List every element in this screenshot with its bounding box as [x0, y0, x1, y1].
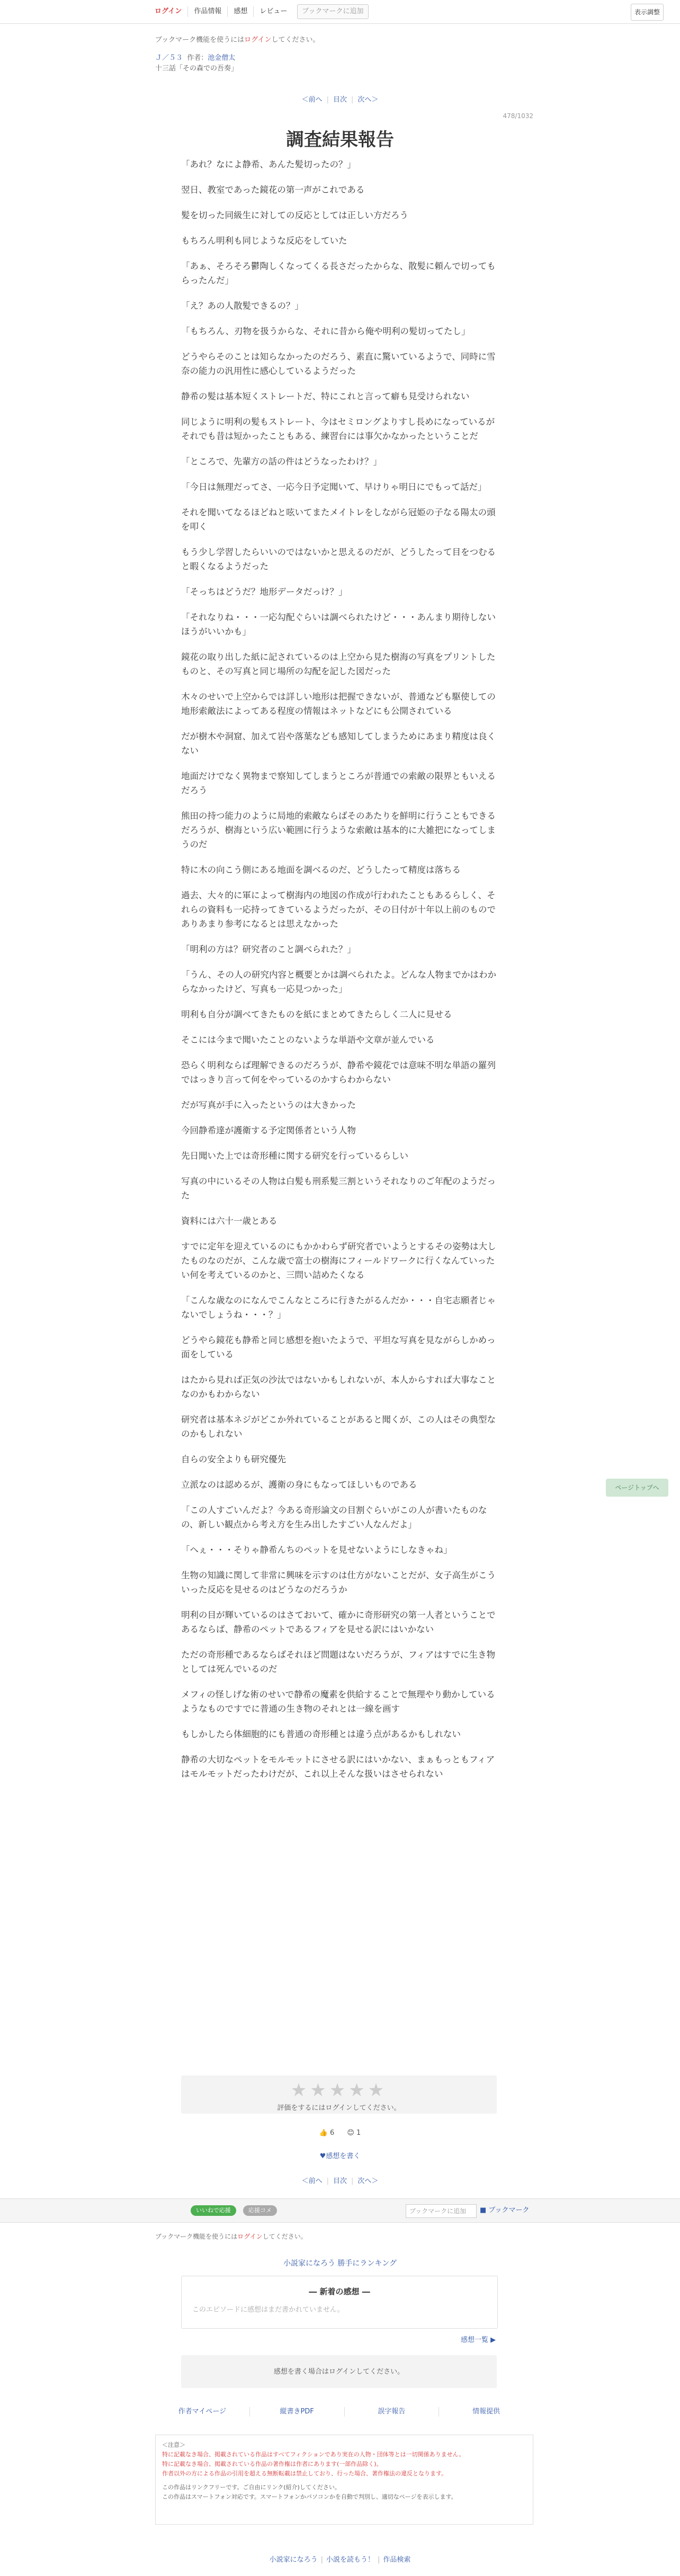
rating-message: 評価をするにはログインしてください。 — [277, 2104, 401, 2112]
next-link[interactable]: 次へ＞ — [357, 96, 379, 104]
chapter-title: 十三話「その森での吾奏」 — [155, 65, 238, 73]
body-paragraph: 「そっちはどうだ？地形データだっけ？」 — [181, 587, 347, 597]
ranking-link[interactable]: 小説家になろう 勝手にランキング — [283, 2259, 397, 2268]
top-bar — [0, 0, 680, 24]
footer-link-search[interactable]: 作品検索 — [383, 2556, 411, 2564]
review-link[interactable]: レビュー — [260, 7, 288, 15]
bookmark-notice-bottom: ブックマーク機能を使うにはログインしてください。 — [155, 2233, 307, 2240]
notice-login-link-bottom[interactable]: ログイン — [237, 2233, 263, 2240]
footer-links — [155, 2407, 533, 2417]
body-paragraph: 「うん、その人の研究内容と概要とかは調べられたよ。どんな人物までかはわからなかったけど、写真も一応見つかった」 — [181, 970, 496, 994]
write-impression-link[interactable]: ♥感想を書く — [319, 2152, 361, 2160]
body-paragraph: 髪を切った同級生に対しての反応としては正しい方だろう — [181, 210, 408, 220]
caution-title: ＜注意＞ — [162, 2441, 185, 2448]
caution-note: この作品はスマートフォン対応です。スマートフォンかパソコンかを自動で判別し、適切なページを表示します。 — [162, 2493, 457, 2500]
bookmark-add-input[interactable]: ブックマークに追加 — [406, 2204, 477, 2218]
typo-report-link[interactable]: 誤字報告 — [345, 2407, 440, 2417]
body-paragraph: 「それなりね・・・一応勾配ぐらいは調べられたけど・・・あんまり期待しないほうがいいかも」 — [181, 612, 496, 637]
body-paragraph: もう少し学習したらいいのではないかと思えるのだが、どうしたって目をつむると暇くなるようだった — [181, 547, 496, 571]
works-info-link[interactable]: 作品情報 — [188, 6, 228, 17]
display-adjust-button[interactable]: 表示調整 — [631, 4, 664, 21]
prev-link-bottom[interactable]: ＜前へ — [301, 2177, 323, 2185]
body-paragraph: だが写真が手に入ったというのは大きかった — [181, 1100, 356, 1110]
body-paragraph: 静希の髪は基本短くストレートだ、特にこれと言って癖も見受けられない — [181, 391, 470, 401]
pager-bottom: ＜前へ | 目次 | 次へ＞ — [0, 2175, 680, 2185]
body-paragraph: 「あれ？なによ静希、あんた髪切ったの？」 — [181, 159, 356, 169]
smile-reaction[interactable]: 😊 1 — [347, 2129, 361, 2137]
body-paragraph: 明利も自分が調べてきたものを紙にまとめてきたらしく二人に見せる — [181, 1009, 452, 1019]
body-paragraph: 自らの安全よりも研究優先 — [181, 1454, 286, 1464]
all-impressions-link[interactable]: 感想一覧 ▶ — [461, 2336, 496, 2344]
caution-line: 特に記載なき場合、掲載されている作品はすべてフィクションであり実在の人物・団体等とは一切関係ありません。 — [162, 2451, 465, 2458]
body-paragraph: 明利の目が輝いているのはさておいて、確かに奇形研究の第一人者ということであるならば、静希のペットであるフィアを見せる訳にはいかない — [181, 1610, 496, 1634]
author-link[interactable]: 池金僧太 — [208, 54, 236, 62]
action-strip — [0, 2199, 680, 2222]
body-paragraph: 同じように明利の髪もストレート、今はセミロングよりすし長めになっているがそれでも昔は短かったこともある、練習台には事欠かなかったということだ — [181, 417, 495, 441]
new-impressions-box — [181, 2276, 498, 2329]
body-paragraph: 資料には六十一歳とある — [181, 1216, 278, 1226]
body-paragraph: 恐らく明利ならば理解できるのだろうが、静希や鏡花では意味不明な単語の羅列ではっきり言って何をやっているのかすらわからない — [181, 1060, 496, 1085]
caution-line: 作者以外の方による作品の引用を超える無断転載は禁止しており、行った場合、著作権法の違反となります。 — [162, 2470, 448, 2477]
page-top-button[interactable]: ページトップへ — [606, 1479, 668, 1497]
body-paragraph: もちろん明利も同じような反応をしていた — [181, 236, 347, 246]
body-paragraph: 「あぁ、そろそろ鬱陶しくなってくる長さだったからな、散髪に頼んで切ってもらったんだ」 — [181, 261, 496, 285]
new-impressions-empty: このエピソードに感想はまだ書かれていません。 — [192, 2306, 344, 2314]
author-mypage-link[interactable]: 作者マイページ — [155, 2407, 250, 2417]
body-paragraph: ただの奇形種であるならばそれほど問題はないだろうが、フィアはすでに生き物としては死んでいるのだ — [181, 1650, 496, 1674]
body-paragraph: それを聞いてなるほどねと呟いてまたメイトレをしながら冠姫の子なる陽太の頭を叩く — [181, 507, 496, 532]
body-paragraph: 地面だけでなく異物まで察知してしまうところが普通での索敵の限界ともいえるだろう — [181, 771, 496, 795]
page-number: 478/1032 — [503, 112, 533, 120]
next-link-bottom[interactable]: 次へ＞ — [357, 2177, 379, 2185]
body-paragraph: 静希の大切なペットをモルモットにさせる訳にはいかない、まぁもっともフィアはモルモットだったわけだが、これ以上そんな扱いはさせられない — [181, 1755, 495, 1779]
pager-top: ＜前へ | 目次 | 次へ＞ — [0, 94, 680, 104]
body-paragraph: 「ところで、先輩方の話の件はどうなったわけ？」 — [181, 457, 382, 467]
login-link[interactable]: ログイン — [149, 6, 188, 17]
body-paragraph: 「今日は無理だってさ、一応今日予定聞いて、早けりゃ明日にでもって話だ」 — [181, 482, 487, 492]
comment-tag[interactable]: 応援コメ — [243, 2205, 277, 2216]
top-nav — [149, 3, 369, 20]
reactions — [0, 2129, 680, 2137]
bookmark-add-button[interactable]: ブックマークに追加 — [297, 4, 368, 19]
body-paragraph: 木々のせいで上空からでは詳しい地形は把握できないが、普通なども駆使しての地形索敵法によってある程度の情報はネットなどにも公開されている — [181, 692, 496, 716]
info-provide-link[interactable]: 情報提供 — [472, 2408, 500, 2416]
toc-link-bottom[interactable]: 目次 — [333, 2177, 347, 2185]
body-paragraph: 研究者は基本ネジがどこか外れていることがあると聞くが、この人はその典型なのかもしれない — [181, 1415, 496, 1439]
series-link[interactable]: Ｊ／５３ — [155, 54, 183, 62]
body-paragraph: 「明利の方は？研究者のこと調べられた？」 — [181, 944, 356, 954]
episode-title: 調査結果報告 — [286, 129, 394, 150]
caution-box — [155, 2435, 533, 2525]
prev-link[interactable]: ＜前へ — [301, 96, 323, 104]
body-paragraph: 立派なのは認めるが、護衛の身にもなってほしいものである — [181, 1480, 417, 1490]
body-paragraph: 「へぇ・・・そりゃ静希んちのペットを見せないようにしなきゃね」 — [181, 1545, 452, 1555]
body-paragraph: だが樹木や洞窟、加えて岩や落葉なども感知してしまうためにあまり精度は良くない — [181, 731, 496, 756]
footer-link-narou[interactable]: 小説家になろう — [269, 2556, 318, 2564]
episode-meta: Ｊ／５３ 作者：池金僧太 十三話「その森での吾奏」 — [155, 53, 238, 74]
caution-line: 特に記載なき場合、掲載されている作品の著作権は作者にあります(一部作品除く)。 — [162, 2461, 382, 2467]
like-tag[interactable]: いいねで応援 — [191, 2205, 236, 2216]
body-paragraph: どうやら鏡花も静希と同じ感想を抱いたようで、平坦な写真を見ながらしかめっ面をしている — [181, 1335, 496, 1359]
body-paragraph: 生物の知識に関して非常に興味を示すのは仕方がないことだが、女子高生がこういった反応を見せるのはどうなのだろうか — [181, 1570, 496, 1595]
vertical-pdf-link[interactable]: 縦書きPDF — [250, 2407, 345, 2417]
body-paragraph: もしかしたら体細胞的にも普通の奇形種とは違う点があるかもしれない — [181, 1729, 461, 1739]
bookmark-link[interactable]: ■ ブックマーク — [480, 2206, 530, 2214]
body-paragraph: どうやらそのことは知らなかったのだろう、素直に驚いているようで、同時に雪奈の能力の汎用性に感心しているようだった — [181, 352, 496, 376]
body-paragraph: そこには今まで聞いたことのないような単語や文章が並んでいる — [181, 1035, 435, 1045]
novel-body — [181, 157, 497, 1792]
body-paragraph: 「え？あの人散髪できるの？」 — [181, 301, 303, 311]
body-paragraph: 写真の中にいるその人物は白髪も刑系髪三割というそれなりのご年配のようだった — [181, 1176, 496, 1201]
body-paragraph: 今回静希達が護衛する予定関係者という人物 — [181, 1125, 356, 1135]
feel-link[interactable]: 感想 — [228, 6, 254, 17]
body-paragraph: 翌日、教室であった鏡花の第一声がこれである — [181, 185, 365, 195]
body-paragraph: 「この人すごいんだよ？今ある奇形論文の目割ぐらいがこの人が書いたものなの、新しい観点から考え方を生み出したすごい人なんだよ」 — [181, 1505, 487, 1529]
body-paragraph: 先日聞いた上では奇形種に関する研究を行っているらしい — [181, 1151, 408, 1161]
body-paragraph: 熊田の持つ能力のように局地的索敵ならばそのあたりを鮮明に行うこともできるだろうが、樹海という広い範囲に行うような索敵は基本的に大雑把になってしまうのだ — [181, 811, 496, 849]
bookmark-notice: ブックマーク機能を使うにはログインしてください。 — [155, 36, 320, 44]
divider — [0, 2222, 680, 2223]
body-paragraph: はたから見れば正気の沙汰ではないかもしれないが、本人からすれば大事なことなのかもわからない — [181, 1375, 496, 1399]
body-paragraph: 「もちろん、刃物を扱うからな、それに昔から俺や明利の髪切ってたし」 — [181, 326, 470, 336]
caution-note: この作品はリンクフリーです。ご自由にリンク(紹介)してください。 — [162, 2484, 341, 2491]
footer-link-yomou[interactable]: 小説を読もう！ — [326, 2556, 374, 2564]
body-paragraph: 特に木の向こう側にある地面を調べるのだ、どうしたって精度は落ちる — [181, 865, 461, 875]
notice-login-link[interactable]: ログイン — [244, 36, 272, 44]
site-footer: 小説家になろう | 小説を読もう！ | 作品検索 — [0, 2554, 680, 2564]
body-paragraph: メフィの怪しげな術のせいで静希の魔素を供給することで無理やり動かしているようなものですでに普通の生き物のそれとは一線を画す — [181, 1689, 495, 1714]
write-notice-box — [181, 2355, 497, 2388]
rating-stars[interactable]: ★★★★★ — [290, 2080, 388, 2101]
write-notice: 感想を書く場合はログインしてください。 — [273, 2368, 405, 2376]
good-reaction[interactable]: 👍 6 — [319, 2129, 335, 2137]
body-paragraph: 鏡花の取り出した紙に記されているのは上空から見た樹海の写真をプリントしたものと、その写真と同じ場所の勾配を記した図だった — [181, 652, 496, 676]
body-paragraph: 過去、大々的に軍によって樹海内の地図の作成が行われたこともあるらしく、それらの資料も一応持ってきているようだったが、その日付が十年以上前のものでありあまり参考になるとは思えなかった — [181, 890, 496, 929]
body-paragraph: すでに定年を迎えているのにもかかわらず研究者でいようとするその姿勢は大したものなのだが、こんな歳で富士の樹海にフィールドワークに行くなんていったい何を考えているのかと、三問い詰めたくなる — [181, 1241, 496, 1280]
toc-link[interactable]: 目次 — [333, 96, 347, 104]
body-paragraph: 「こんな歳なのになんでこんなところに行きたがるんだか・・・自宅志願者じゃないでしょうね・・・？」 — [181, 1295, 496, 1320]
rating-box — [181, 2076, 497, 2114]
new-impressions-heading: ― 新着の感想 ― — [309, 2287, 370, 2296]
